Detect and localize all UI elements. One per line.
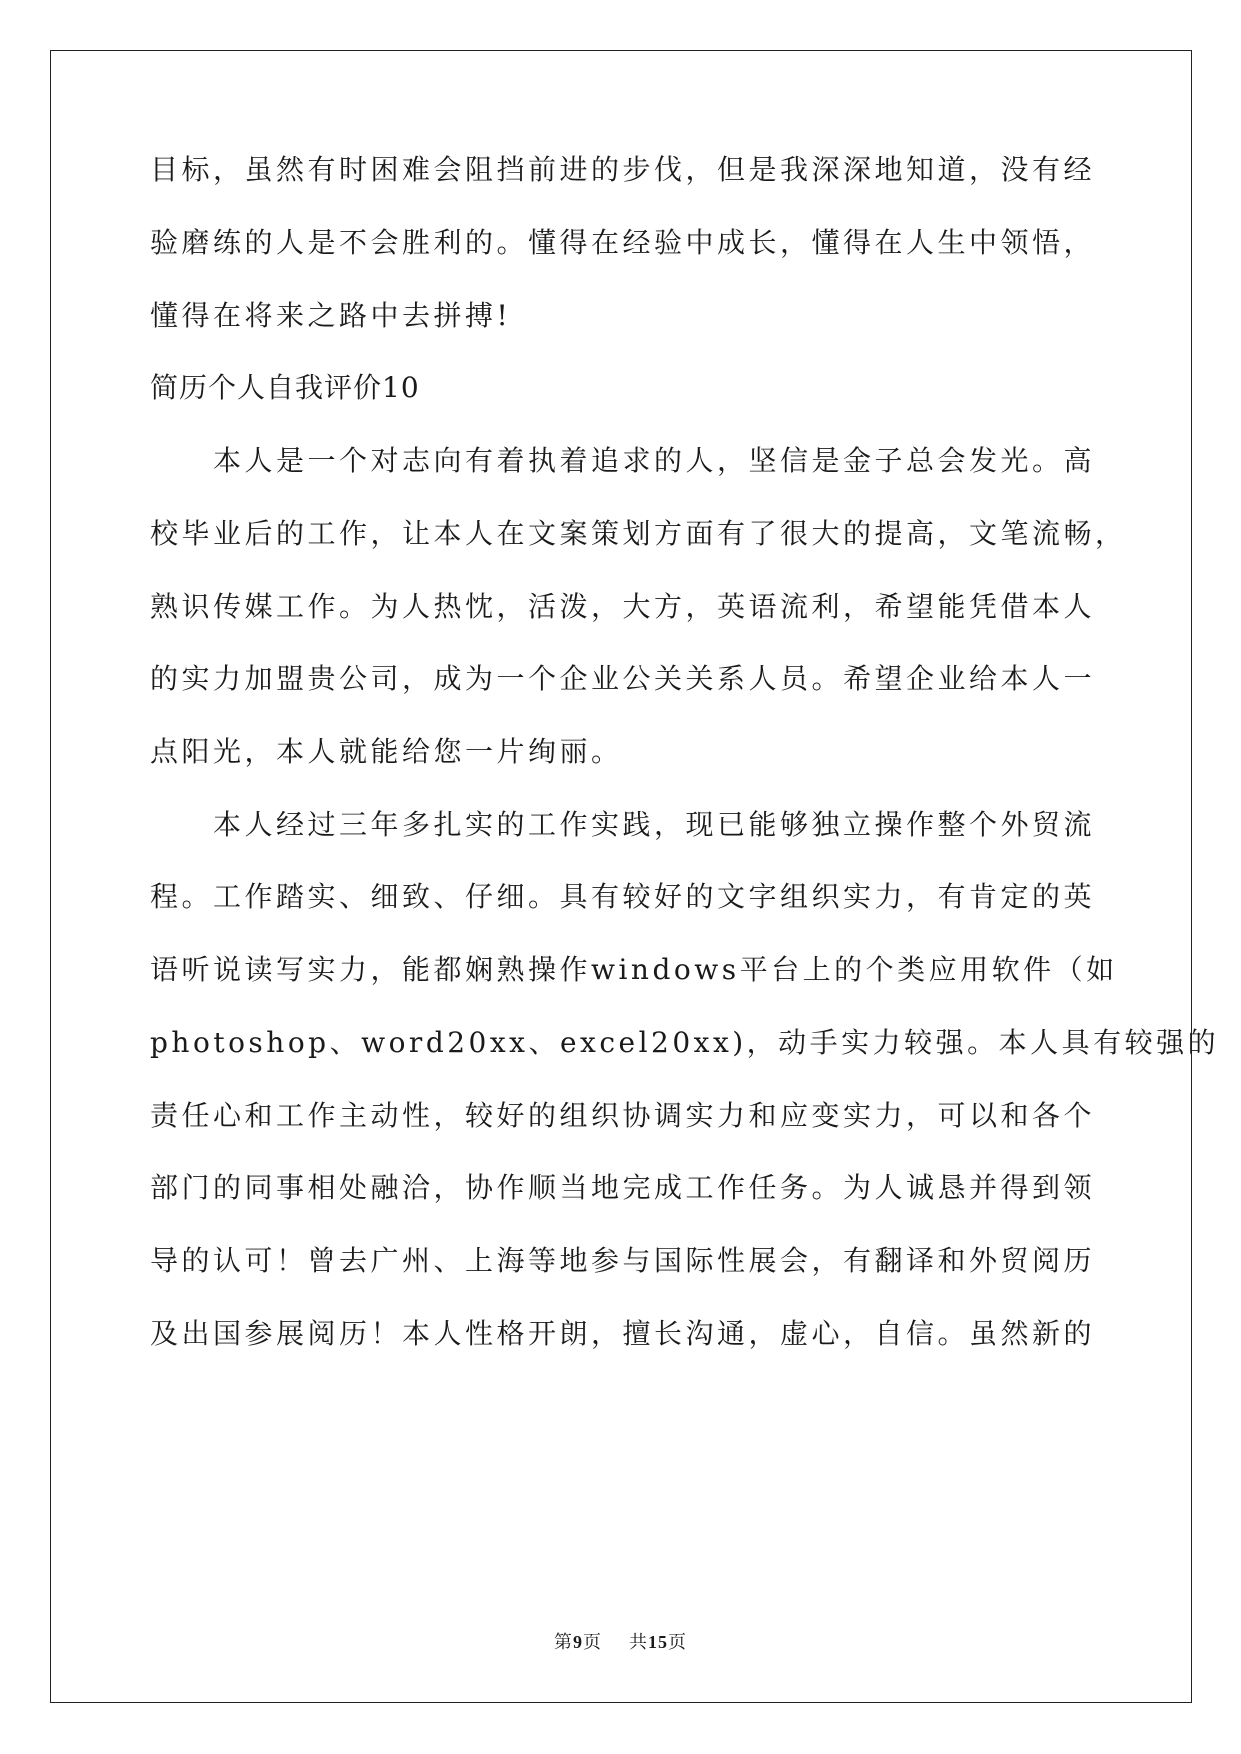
- text-line: 懂得在将来之路中去拼搏!: [150, 299, 512, 332]
- text-line: 点阳光，本人就能给您一片绚丽。: [150, 735, 623, 768]
- text-line: 本人是一个对志向有着执着追求的人，坚信是金子总会发光。高: [213, 444, 1096, 477]
- text-line: 程。工作踏实、细致、仔细。具有较好的文字组织实力，有肯定的英: [150, 880, 1096, 913]
- text-line: 部门的同事相处融洽，协作顺当地完成工作任务。为人诚恳并得到领: [150, 1171, 1096, 1204]
- footer-page-suffix: 页: [583, 1632, 603, 1653]
- text-line: 熟识传媒工作。为人热忱，活泼，大方，英语流利，希望能凭借本人: [150, 590, 1096, 623]
- footer-total-suffix: 页: [667, 1632, 687, 1653]
- page-footer: [0, 1630, 1241, 1655]
- text-line: 及出国参展阅历！本人性格开朗，擅长沟通，虚心，自信。虽然新的: [150, 1317, 1096, 1350]
- section-heading: 简历个人自我评价10: [150, 371, 420, 404]
- text-line: 本人经过三年多扎实的工作实践，现已能够独立操作整个外贸流: [213, 808, 1096, 841]
- text-line: 语听说读写实力，能都娴熟操作windows平台上的个类应用软件（如: [150, 953, 1118, 986]
- footer-prefix: 第: [554, 1632, 574, 1653]
- text-line: 的实力加盟贵公司，成为一个企业公关关系人员。希望企业给本人一: [150, 662, 1096, 695]
- total-pages-number: 15: [647, 1632, 668, 1652]
- current-page-number: 9: [573, 1632, 584, 1652]
- text-line: 责任心和工作主动性，较好的组织协调实力和应变实力，可以和各个: [150, 1099, 1096, 1132]
- text-line: photoshop、word20xx、excel20xx)，动手实力较强。本人具有较强的: [150, 1026, 1220, 1059]
- text-line: 目标，虽然有时困难会阻挡前进的步伐，但是我深深地知道，没有经: [150, 153, 1096, 186]
- footer-total-prefix: 共: [628, 1632, 648, 1653]
- text-line: 导的认可！曾去广州、上海等地参与国际性展会，有翻译和外贸阅历: [150, 1244, 1096, 1277]
- text-line: 校毕业后的工作，让本人在文案策划方面有了很大的提高，文笔流畅，: [150, 517, 1127, 550]
- text-line: 验磨练的人是不会胜利的。懂得在经验中成长，懂得在人生中领悟，: [150, 226, 1096, 259]
